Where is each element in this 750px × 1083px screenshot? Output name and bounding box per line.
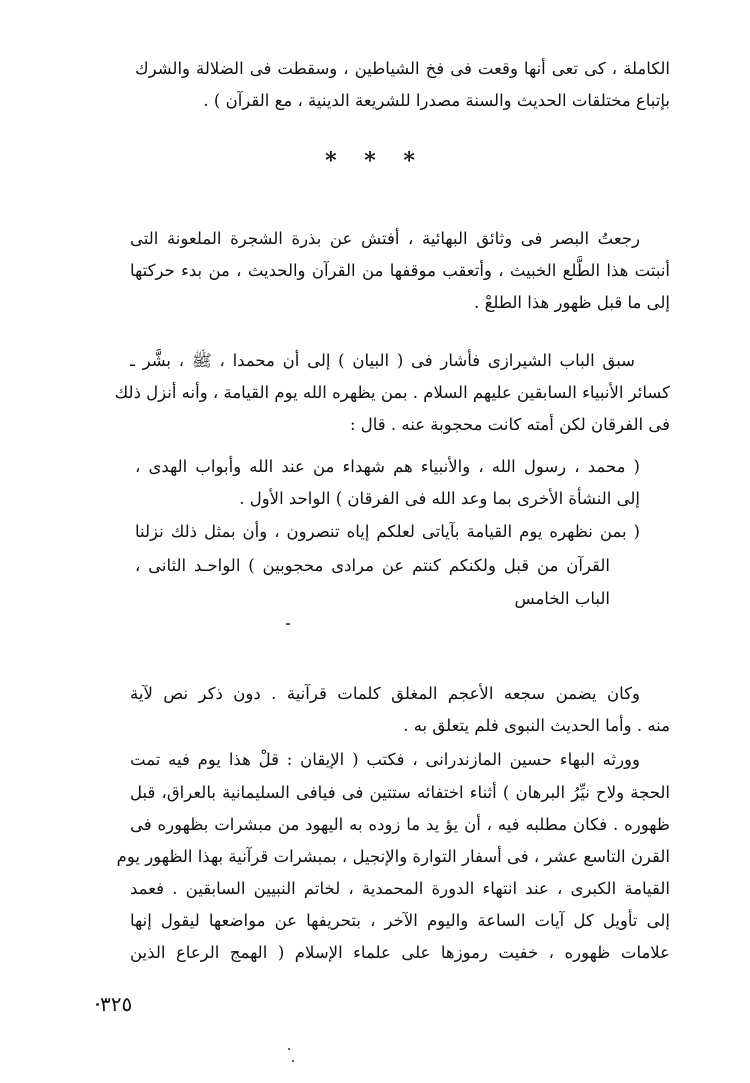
quote-line: ( بمن نظهره يوم القيامة بآياتى لعلكم إياه تنصرون ، وأن بمثل ذلك نزلنا xyxy=(135,522,640,541)
text-line: الحجة ولاح نيِّرُ البرهان ) أثناء اختفائه ستتين فى فيافى السليمانية بالعراق، قبل xyxy=(130,783,670,802)
quote-line: ( محمد ، رسول الله ، والأنبياء هم شهداء من عند الله وأبواب الهدى ، xyxy=(135,457,640,476)
text-line: فى الفرقان لكن أمته كانت محجوبة عنه . قال : xyxy=(349,415,670,434)
text-line: القيامة الكبرى ، عند انتهاء الدورة المحمدية ، لخاتم النبيين السابقين . فعمد xyxy=(130,879,670,898)
text-line: الكاملة ، كى تعى أنها وقعت فى فخ الشياطين ، وسقطت فى الضلالة والشرك xyxy=(135,59,670,78)
text-line: القرن التاسع عشر ، فى أسفار التوارة والإنجيل ، بمبشرات قرآنية بهذا الظهور يوم xyxy=(116,847,670,866)
text-line: بإتباع مختلقات الحديث والسنة مصدرا للشريعة الدينية ، مع القرآن ) . xyxy=(203,91,670,110)
quote-line: الباب الخامس xyxy=(514,589,610,608)
text-line: إلى ما قبل ظهور هذا الطلعْ . xyxy=(474,293,670,312)
text-line: كسائر الأنبياء السابقين عليهم السلام . بمن يظهره الله يوم القيامة ، وأنه أنزل ذلك xyxy=(114,383,670,402)
text-line: منه . وأما الحديث النبوى فلم يتعلق به . xyxy=(403,716,670,735)
quote-line: إلى النشأة الأخرى بما وعد الله فى الفرقان ) الواحد الأول . xyxy=(239,489,640,508)
text-line: سبق الباب الشيرازى فأشار فى ( البيان ) إلى أن محمدا ، ﷺ ، بشَّر ـ xyxy=(130,351,635,370)
print-speck xyxy=(286,623,290,625)
print-speck xyxy=(292,1060,294,1062)
text-line: علامات ظهوره ، خفيت رموزها على علماء الإسلام ( الهمج الرعاع الذين xyxy=(130,943,670,962)
text-line: ظهوره . فكان مطلبه فيه ، أن يؤ يد ما زوده به اليهود من مبشرات بظهوره فى xyxy=(130,815,670,834)
text-line: رجعتُ البصر فى وثائق البهائية ، أفتش عن بذرة الشجرة الملعونة التى xyxy=(130,229,640,248)
print-speck xyxy=(288,1048,290,1050)
text-line: أنبتت هذا الطَّلع الخبيث ، وأتعقب موقفها من القرآن والحديث ، من بدء حركتها xyxy=(130,261,670,280)
text-line: وورثه البهاء حسين المازندرانى ، فكتب ( الإيقان : قلْ هذا يوم فيه تمت xyxy=(130,750,640,769)
section-separator: * * * xyxy=(325,148,425,174)
quote-line: القرآن من قبل ولكنكم كنتم عن مرادى محجوبين ) الواحـد الثانى ، xyxy=(135,556,610,575)
page-number: ٣٢٥ xyxy=(100,992,133,1016)
text-line: وكان يضمن سجعه الأعجم المغلق كلمات قرآنية . دون ذكر نص لآية xyxy=(130,684,640,703)
text-line: إلى تأويل كل آيات الساعة واليوم الآخر ، بتحريفها عن مواضعها ليقول إنها xyxy=(130,911,670,930)
print-speck xyxy=(96,1003,99,1006)
